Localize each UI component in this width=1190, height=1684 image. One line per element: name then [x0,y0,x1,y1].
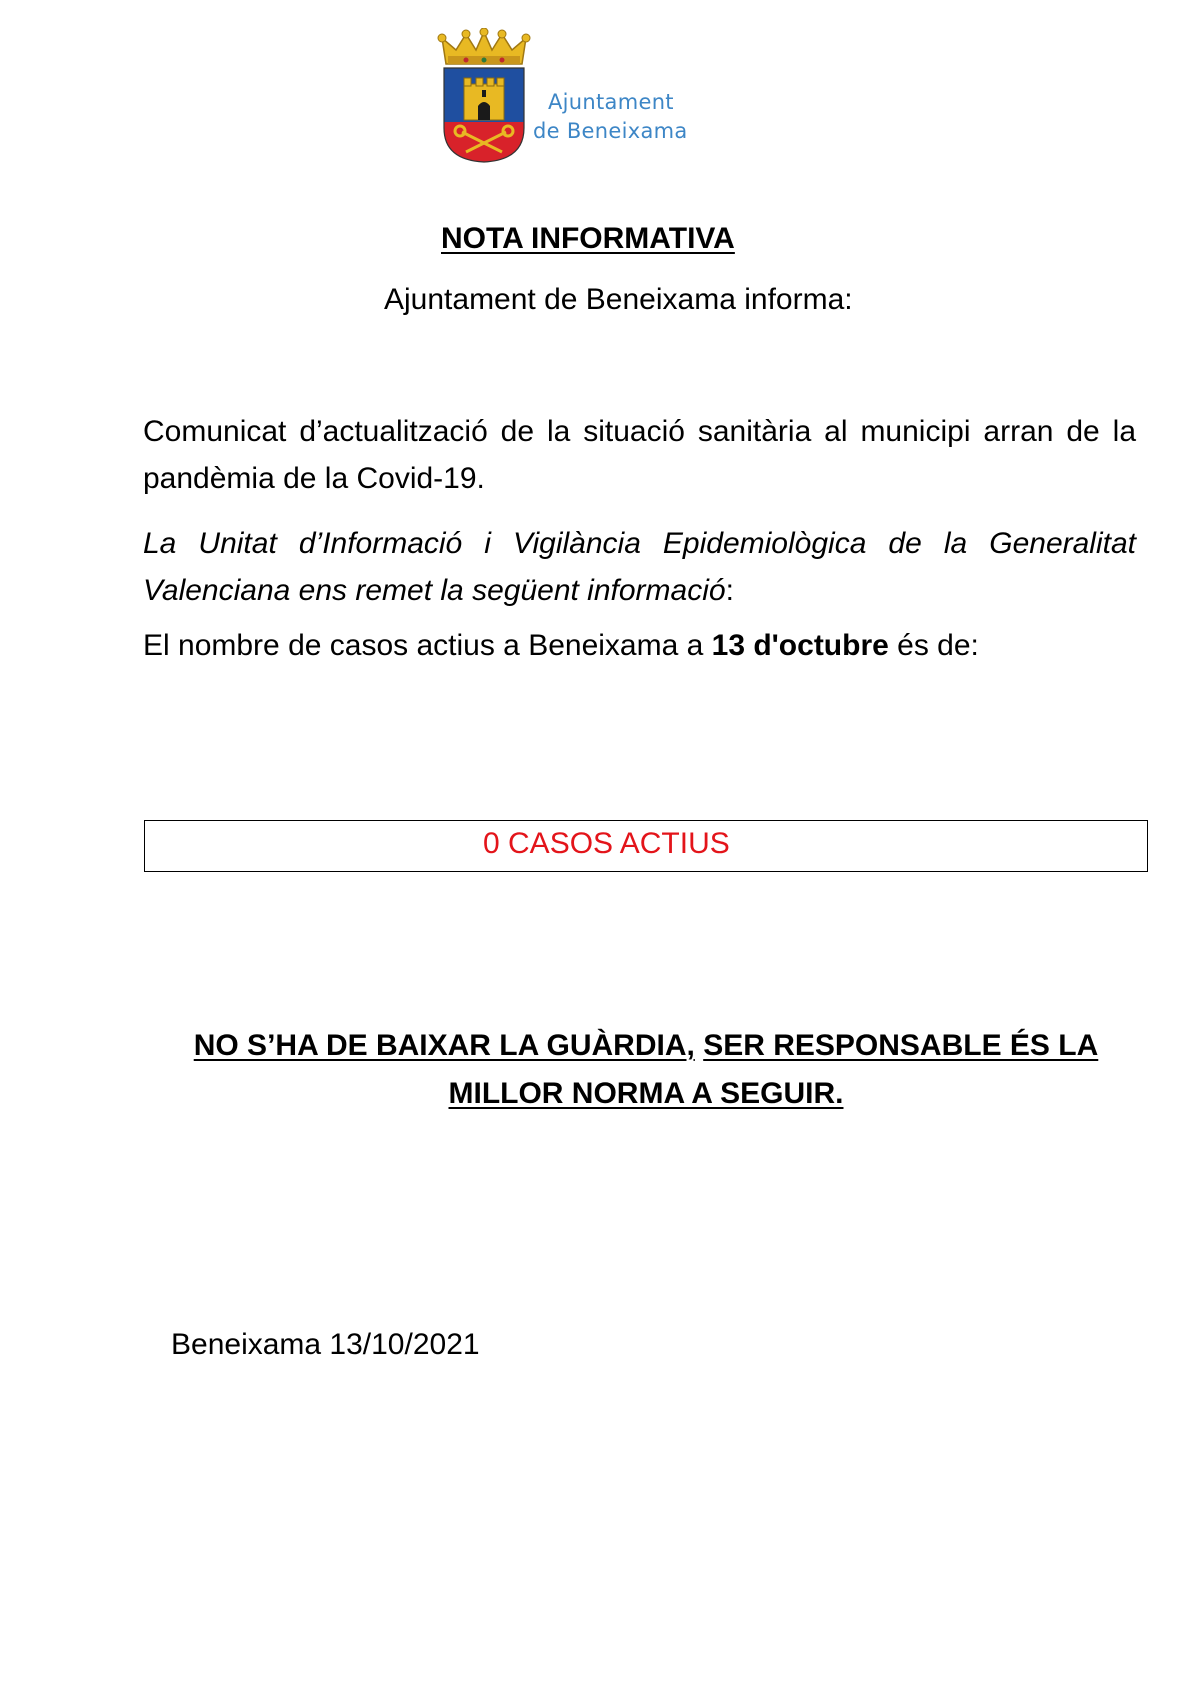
logo-text-ajuntament: Ajuntament [548,90,674,114]
safety-warning [144,1022,1148,1118]
update-announcement: Comunicat d’actualització de la situació sanitària al municipi arran de la pandèmia de la Covid-19. [143,415,1136,495]
safety-warning-part2: SER RESPONSABLE ÉS LA MILLOR NORMA A SEGUIR. [448,1029,1099,1110]
report-date-bold: 13 d'octubre [711,629,889,662]
active-cases-count: 0 CASOS ACTIUS [483,827,730,860]
municipal-logo [436,28,756,168]
safety-warning-part1: NO S’HA DE BAIXAR LA GUÀRDIA, [193,1029,695,1062]
logo-text-municipality: de Beneixama [533,119,688,143]
active-cases-intro [143,629,979,663]
active-cases-intro-before: El nombre de casos actius a Beneixama a [143,629,712,662]
active-cases-intro-after: és de: [888,629,979,662]
epidemiology-source-text [143,520,1136,614]
coat-of-arms-icon [436,28,532,168]
document-subtitle: Ajuntament de Beneixama informa: [384,283,853,316]
document-title: NOTA INFORMATIVA [441,222,735,255]
document-date: Beneixama 13/10/2021 [171,1328,480,1361]
epidemiology-source-colon: : [725,574,734,607]
epidemiology-source-italic: La Unitat d’Informació i Vigilància Epidemiològica de la Generalitat Valenciana ens remet la següent informació [143,527,1136,607]
active-cases-box [144,820,1148,872]
